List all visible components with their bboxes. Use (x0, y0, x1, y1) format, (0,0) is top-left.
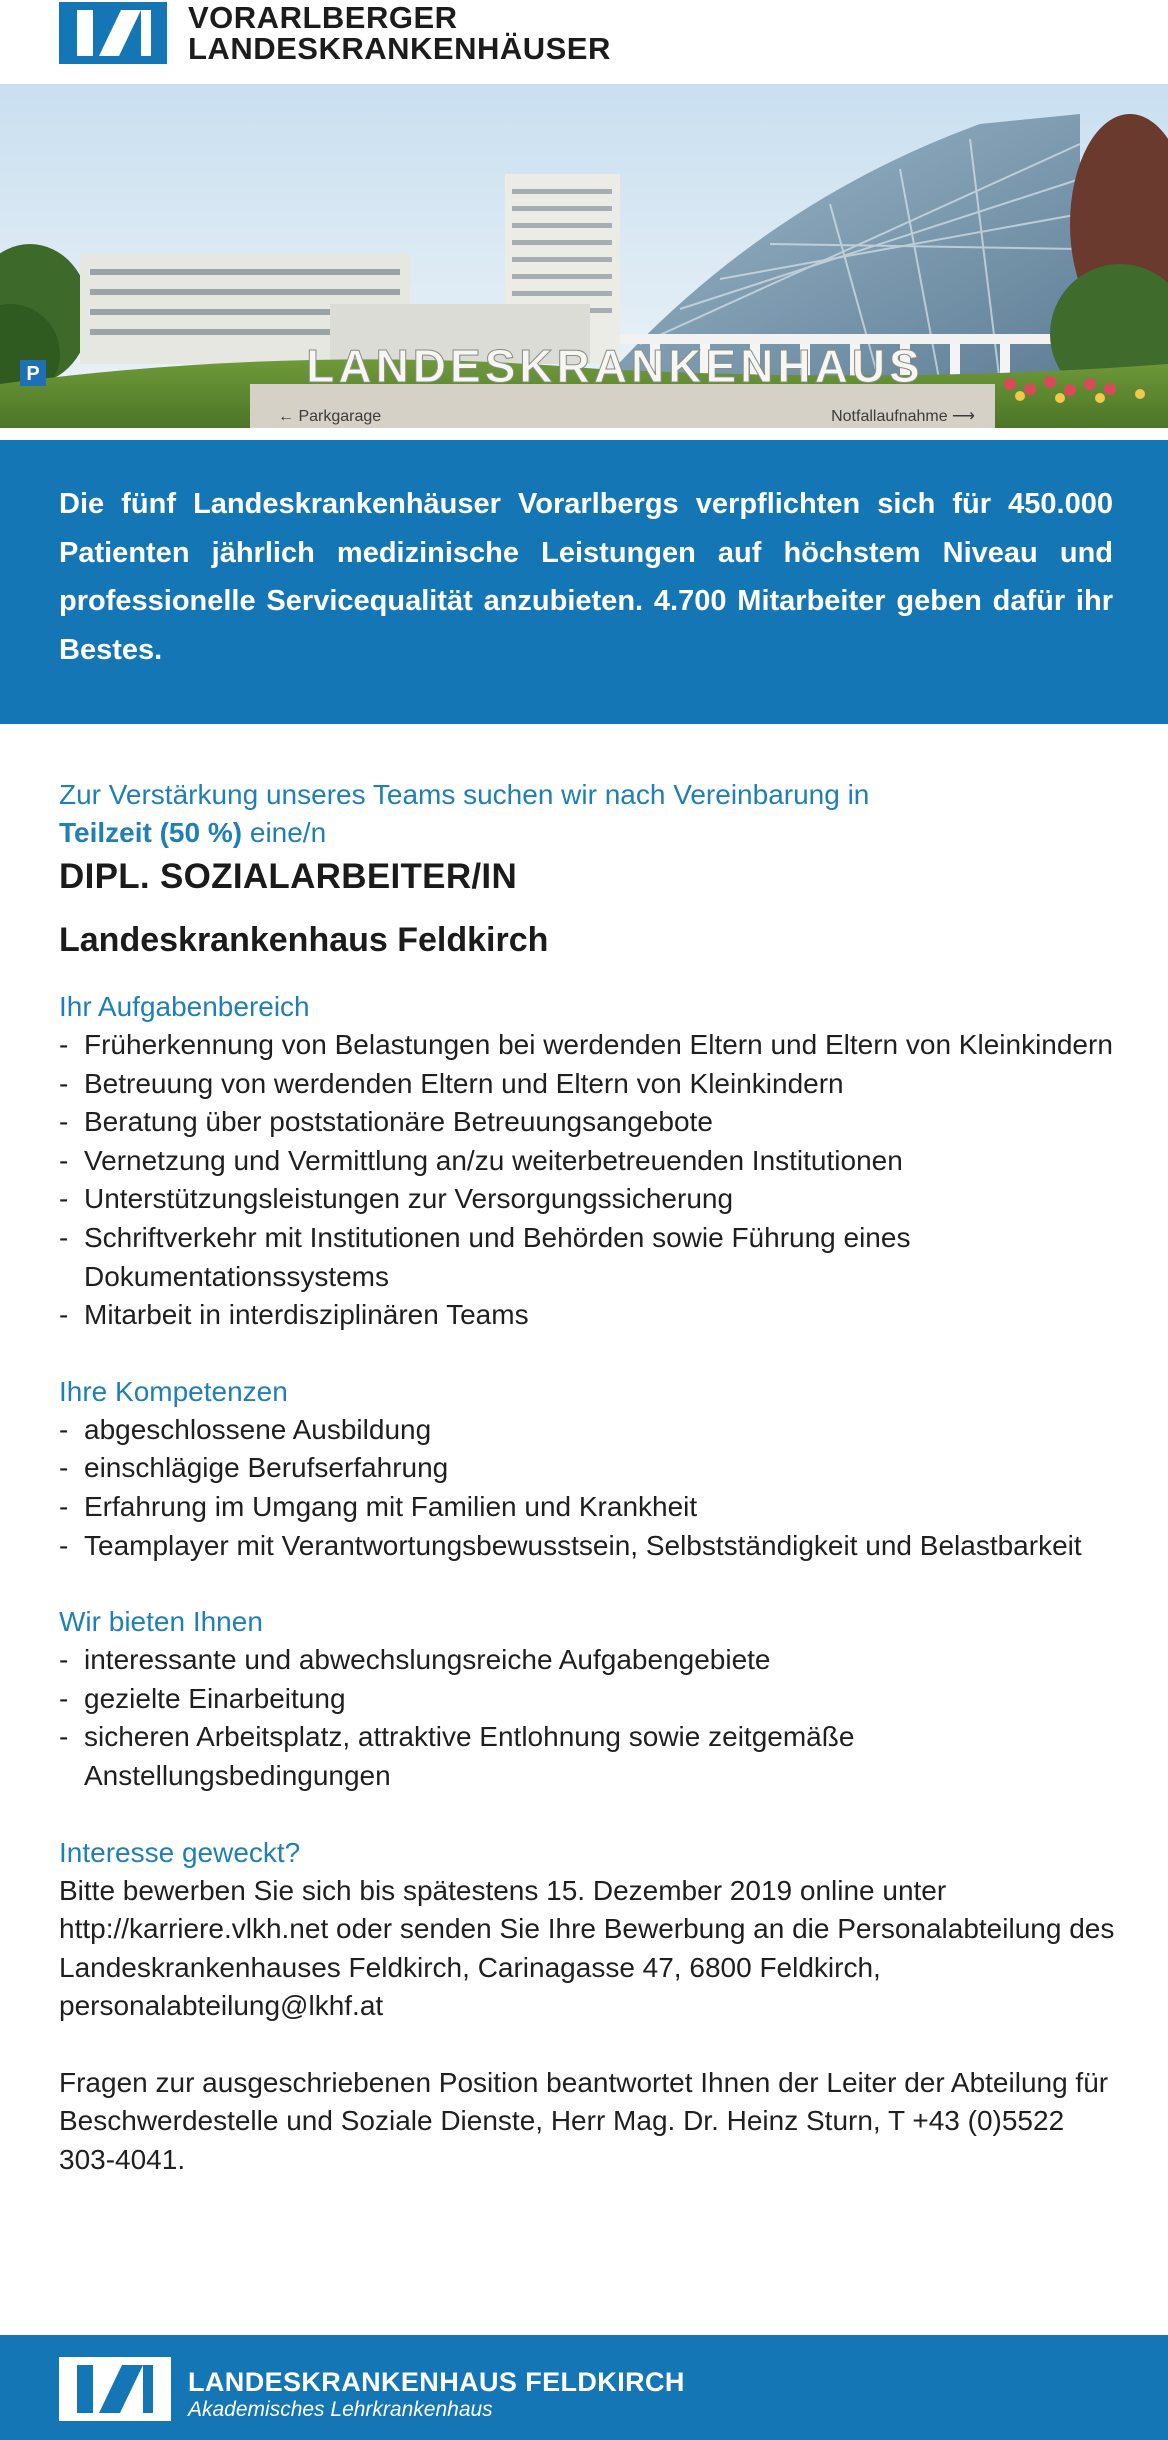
parking-sign: P (26, 363, 40, 385)
list-item: - Unterstützungsleistungen zur Versorgungssicherung (59, 1180, 1119, 1219)
lead-suffix: eine/n (242, 817, 327, 848)
footer-subtitle: Akademisches Lehrkrankenhaus (188, 2398, 493, 2421)
list-item: - Früherkennung von Belastungen bei werdenden Eltern und Eltern von Kleinkindern (59, 1026, 1119, 1065)
list-item: - interessante und abwechslungsreiche Aufgabengebiete (59, 1641, 1119, 1680)
footer (0, 2335, 1168, 2440)
list-item: - Mitarbeit in interdisziplinären Teams (59, 1296, 1119, 1335)
header (0, 0, 1168, 84)
brand-line-2: LANDESKRANKENHÄUSER (188, 31, 611, 66)
lkh-logo-icon (59, 2357, 171, 2421)
list-item: - gezielte Einarbeitung (59, 1680, 1119, 1719)
list-item: - Betreuung von werdenden Eltern und Eltern von Kleinkindern (59, 1065, 1119, 1104)
list-item: - Teamplayer mit Verantwortungsbewusstsein, Selbstständigkeit und Belastbarkeit (59, 1527, 1119, 1566)
footer-title: LANDESKRANKENHAUS FELDKIRCH (188, 2367, 685, 2397)
hero-sign-text: LANDESKRANKENHAUS (306, 340, 924, 392)
intro-text: Die fünf Landeskrankenhäuser Vorarlbergs verpflichten sich für 450.000 Patienten jährlich medizinische Leistungen auf höchstem Niveau und professionelle Servicequalität anzubieten. 4.700 Mitarbeiter geben dafür ihr Bestes. (59, 488, 1113, 666)
skills-heading: Ihre Kompetenzen (59, 1375, 288, 1407)
job-title: DIPL. SOZIALARBEITER/IN (59, 857, 518, 896)
list-item: - Beratung über poststationäre Betreuungsangebote (59, 1103, 1119, 1142)
offer-heading: Wir bieten Ihnen (59, 1606, 263, 1638)
tasks-heading: Ihr Aufgabenbereich (59, 991, 310, 1022)
intro-band (0, 440, 1168, 724)
lead-bold: Teilzeit (50 %) (59, 817, 243, 848)
list-item: - einschlägige Berufserfahrung (59, 1449, 1119, 1488)
skills-list (59, 1411, 1119, 1565)
offer-list (59, 1641, 1119, 1795)
hero-sign-right: Notfallaufnahme ⟶ (831, 408, 975, 425)
contact-text: Fragen zur ausgeschriebenen Position beantwortet Ihnen der Leiter der Abteilung für Beschwerdestelle und Soziale Dienste, Herr Mag. Dr. Heinz Sturn, T +43 (0)5522 303-4041. (59, 2066, 1109, 2176)
job-location: Landeskrankenhaus Feldkirch (59, 921, 549, 959)
list-item: - sicheren Arbeitsplatz, attraktive Entlohnung sowie zeitgemäße Anstellungsbedingungen (59, 1718, 1119, 1795)
interest-heading: Interesse geweckt? (59, 1836, 301, 1868)
list-item: - Vernetzung und Vermittlung an/zu weiterbetreuenden Institutionen (59, 1142, 1119, 1181)
list-item: - Schriftverkehr mit Institutionen und Behörden sowie Führung eines Dokumentationssystems (59, 1219, 1119, 1296)
hero-photo (0, 84, 1168, 428)
lead-text (59, 776, 1119, 852)
list-item: - Erfahrung im Umgang mit Familien und Krankheit (59, 1488, 1119, 1527)
brand-name (188, 2, 611, 64)
hero-sign-left: ← Parkgarage (278, 408, 382, 425)
vlkh-logo-icon (59, 2, 167, 64)
hospital-building-image (0, 84, 1168, 428)
lead-prefix: Zur Verstärkung unseres Teams suchen wir nach Vereinbarung in (59, 779, 870, 810)
tasks-list (59, 1026, 1119, 1335)
job-posting (59, 776, 1119, 2180)
list-item: - abgeschlossene Ausbildung (59, 1411, 1119, 1450)
application-text: Bitte bewerben Sie sich bis spätestens 15. Dezember 2019 online unter http://karriere.vlkh.net oder senden Sie Ihre Bewerbung an die Personalabteilung des Landeskrankenhauses Feldkirch, Carinagasse 47, 6800 Feldkirch, personalabteilung@lkhf.at (59, 1874, 1115, 2022)
brand-line-1: VORARLBERGER (188, 0, 458, 35)
